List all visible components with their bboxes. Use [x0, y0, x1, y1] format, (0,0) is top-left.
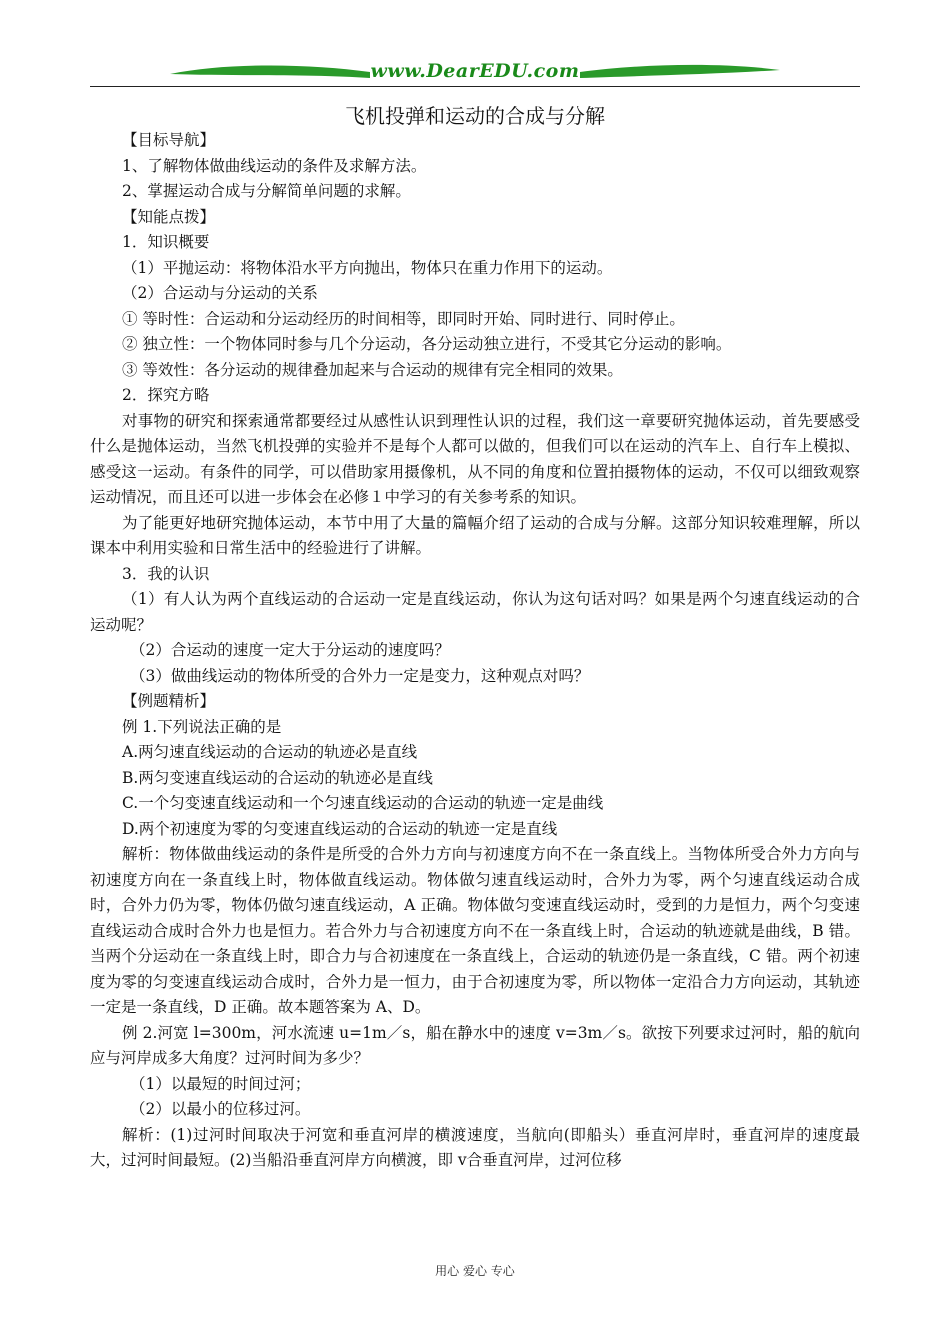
paragraph: （1）有人认为两个直线运动的合运动一定是直线运动，你认为这句话对吗？如果是两个匀速直线运动的合运动呢？ — [90, 590, 860, 634]
paragraph: 2．探究方略 — [122, 386, 210, 404]
header-divider — [90, 86, 860, 87]
paragraph: 【例题精析】 — [122, 692, 216, 710]
document-body — [90, 128, 860, 1174]
paragraph: （3）做曲线运动的物体所受的合外力一定是变力，这种观点对吗？ — [130, 666, 590, 685]
paragraph: （1）平抛运动：将物体沿水平方向抛出，物体只在重力作用下的运动。 — [122, 258, 613, 277]
paragraph: （2）以最小的位移过河。 — [130, 1100, 311, 1118]
paragraph: 解析：(1)过河时间取决于河宽和垂直河岸的横渡速度，当航向(即船头）垂直河岸时，垂直河岸的速度最大，过河时间最短。(2)当船沿垂直河岸方向横渡，即 v合垂直河岸，过河位移 — [90, 1125, 860, 1169]
page-footer: 用心 爱心 专心 — [435, 1264, 515, 1278]
paragraph: 1．知识概要 — [122, 233, 210, 251]
paragraph: B.两匀变速直线运动的合运动的轨迹必是直线 — [122, 768, 433, 787]
site-logo-text: www.DearEDU.com — [370, 60, 580, 82]
paragraph: （1）以最短的时间过河； — [130, 1074, 311, 1093]
paragraph: 3．我的认识 — [122, 564, 210, 583]
paragraph: （2）合运动的速度一定大于分运动的速度吗？ — [130, 641, 450, 659]
paragraph: 例 2.河宽 l=300m，河水流速 u=1m／s，船在静水中的速度 v=3m／s。欲按下列要求过河时，船的航向应与河岸成多大角度？过河时间为多少？ — [90, 1023, 860, 1067]
paragraph: 为了能更好地研究抛体运动，本节中用了大量的篇幅介绍了运动的合成与分解。这部分知识较难理解，所以课本中利用实验和日常生活中的经验进行了讲解。 — [90, 513, 860, 557]
paragraph: 解析：物体做曲线运动的条件是所受的合外力方向与初速度方向不在一条直线上。当物体所受合外力方向与初速度方向在一条直线上时，物体做直线运动。物体做匀速直线运动时，合外力为零，两个匀速直线运动合成时，合外力仍为零，物体仍做匀速直线运动，A 正确。物体做匀变速直线运动时，受到的力是恒力，两个匀变速直线运动合成时合外力也是恒力。若合外力与合初速度方向不在一条直线上时，合运动的轨迹就是曲线，B 错。当两个分运动在一条直线上时，即合力与合初速度在一条直线上，合运动的轨迹仍是一条直线，C 错。两个初速度为零的匀变速直线运动合成时，合外力是一恒力，由于合初速度为零，所以物体一定沿合力方向运动，其轨迹一定是一条直线，D 正确。故本题答案为 A、D。 — [90, 845, 860, 1016]
paragraph: （2）合运动与分运动的关系 — [122, 284, 318, 302]
paragraph: A.两匀速直线运动的合运动的轨迹必是直线 — [122, 743, 418, 761]
paragraph: 例 1.下列说法正确的是 — [122, 717, 282, 736]
paragraph: ③ 等效性：各分运动的规律叠加起来与合运动的规律有完全相同的效果。 — [122, 360, 623, 379]
paragraph: 1、了解物体做曲线运动的条件及求解方法。 — [122, 156, 427, 175]
paragraph: 对事物的研究和探索通常都要经过从感性认识到理性认识的过程，我们这一章要研究抛体运动，首先要感受什么是抛体运动，当然飞机投弹的实验并不是每个人都可以做的，但我们可以在运动的汽车上、自行车上模拟、感受这一运动。有条件的同学，可以借助家用摄像机，从不同的角度和位置拍摄物体的运动，不仅可以细致观察运动情况，而且还可以进一步体会在必修１中学习的有关参考系的知识。 — [90, 411, 860, 506]
page-title: 飞机投弹和运动的合成与分解 — [345, 104, 605, 128]
paragraph: ② 独立性：一个物体同时参与几个分运动，各分运动独立进行，不受其它分运动的影响。 — [122, 335, 732, 353]
paragraph: 2、掌握运动合成与分解简单问题的求解。 — [122, 182, 411, 200]
paragraph: 【知能点拨】 — [122, 207, 216, 226]
paragraph: ① 等时性：合运动和分运动经历的时间相等，即同时开始、同时进行、同时停止。 — [122, 309, 685, 328]
paragraph: C.一个匀变速直线运动和一个匀速直线运动的合运动的轨迹一定是曲线 — [122, 794, 604, 812]
paragraph: D.两个初速度为零的匀变速直线运动的合运动的轨迹一定是直线 — [122, 819, 558, 838]
paragraph: 【目标导航】 — [122, 131, 216, 149]
